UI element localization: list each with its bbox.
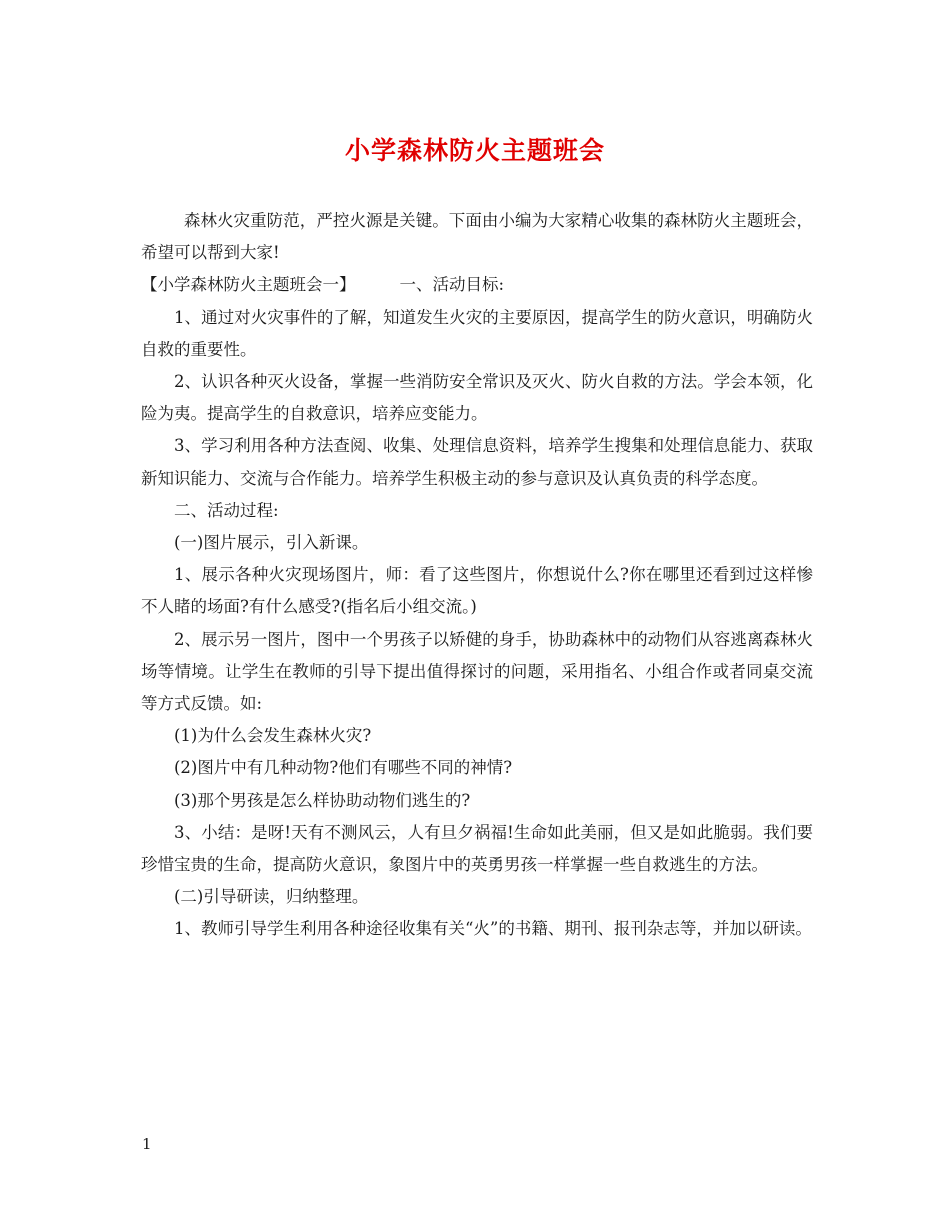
section-header-line <box>141 269 813 301</box>
paragraph-goal-1: 1、通过对火灾事件的了解，知道发生火灾的主要原因，提高学生的防火意识，明确防火自救的重要性。 <box>141 307 813 359</box>
section-header: 【小学森林防火主题班会一】 <box>141 275 356 295</box>
subheading-pictures: (一)图片展示，引入新课。 <box>174 533 369 553</box>
question-2: (2)图片中有几种动物?他们有哪些不同的神情? <box>174 758 513 778</box>
question-3: (3)那个男孩是怎么样协助动物们逃生的? <box>174 790 471 810</box>
page-number: 1 <box>142 1135 152 1153</box>
paragraph-summary: 3、小结：是呀!天有不测风云，人有旦夕祸福!生命如此美丽，但又是如此脆弱。我们要珍惜宝贵的生命，提高防火意识，象图片中的英勇男孩一样掌握一些自救逃生的方法。 <box>141 822 813 875</box>
paragraph-goal-2: 2、认识各种灭火设备，掌握一些消防安全常识及灭火、防火自救的方法。学会本领，化险为夷。提高学生的自救意识，培养应变能力。 <box>141 372 813 424</box>
subheading-research: (二)引导研读，归纳整理。 <box>174 887 369 907</box>
paragraph-process-2: 2、展示另一图片，图中一个男孩子以矫健的身手，协助森林中的动物们从容逃离森林火场等情境。让学生在教师的引导下提出值得探讨的问题，采用指名、小组合作或者同桌交流等方式反馈。如: <box>141 629 813 714</box>
paragraph-research-1: 1、教师引导学生利用各种途径收集有关“火”的书籍、期刊、报刊杂志等，并加以研读。 <box>174 919 812 939</box>
section-heading-goals: 一、活动目标: <box>399 275 505 295</box>
section-heading-process: 二、活动过程: <box>174 500 279 520</box>
question-1: (1)为什么会发生森林火灾? <box>174 726 372 746</box>
intro-paragraph: 森林火灾重防范，严控火源是关键。下面由小编为大家精心收集的森林防火主题班会，希望可以帮到大家! <box>141 211 813 263</box>
paragraph-process-1: 1、展示各种火灾现场图片，师：看了这些图片，你想说什么?你在哪里还看到过这样惨不人睹的场面?有什么感受?(指名后小组交流。) <box>141 565 813 617</box>
paragraph-goal-3: 3、学习利用各种方法查阅、收集、处理信息资料，培养学生搜集和处理信息能力、获取新知识能力、交流与合作能力。培养学生积极主动的参与意识及认真负责的科学态度。 <box>141 436 813 488</box>
document-body <box>141 205 813 946</box>
document-title: 小学森林防火主题班会 <box>344 136 605 165</box>
